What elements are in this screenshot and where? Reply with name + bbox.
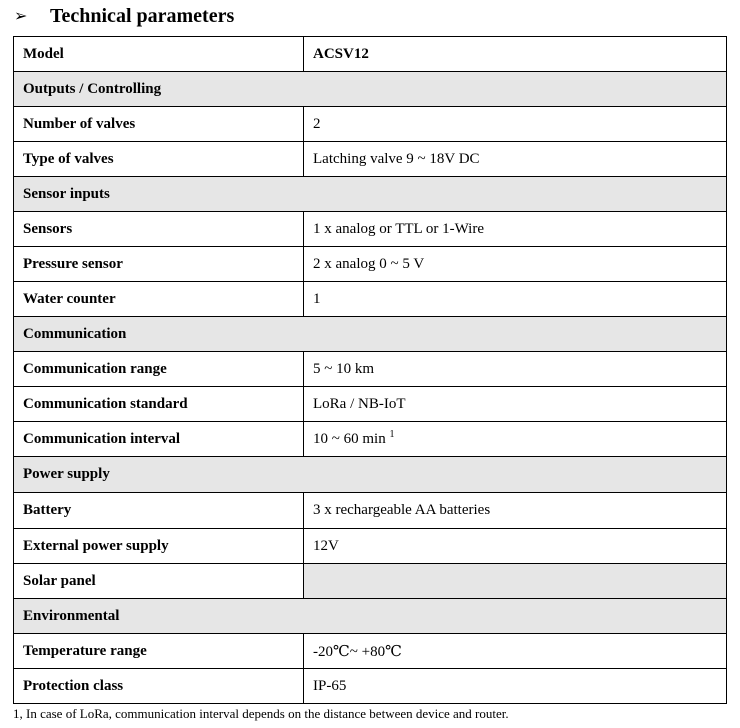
section-row-communication (14, 317, 727, 352)
table-row-type-of-valves (14, 142, 727, 177)
row-value: 2 (304, 107, 727, 142)
row-label: Communication range (14, 352, 304, 387)
row-value: 12V (304, 529, 727, 564)
row-value: IP-65 (304, 669, 727, 704)
row-value (304, 564, 727, 599)
table-row-external-power-supply (14, 529, 727, 564)
table-row-model (14, 37, 727, 72)
section-row-outputs (14, 72, 727, 107)
row-value: Latching valve 9 ~ 18V DC (304, 142, 727, 177)
section-title: Technical parameters (50, 4, 235, 27)
row-label: Sensors (14, 212, 304, 247)
technical-parameters-table (13, 36, 727, 704)
row-label: Number of valves (14, 107, 304, 142)
section-label: Sensor inputs (14, 177, 727, 212)
arrow-bullet-icon: ➢ (14, 8, 28, 25)
row-value: 2 x analog 0 ~ 5 V (304, 247, 727, 282)
row-value: ACSV12 (304, 37, 727, 72)
table-row-communication-standard (14, 387, 727, 422)
row-label: Solar panel (14, 564, 304, 599)
footnote-marker: 1 (389, 428, 395, 440)
table-row-solar-panel (14, 564, 727, 599)
section-label: Communication (14, 317, 727, 352)
table-row-sensors (14, 212, 727, 247)
section-row-power-supply (14, 457, 727, 493)
row-value (304, 422, 727, 457)
row-value: 1 (304, 282, 727, 317)
section-row-sensor-inputs (14, 177, 727, 212)
footnote: 1, In case of LoRa, communication interval depends on the distance between device and router. (13, 706, 509, 721)
row-value: 1 x analog or TTL or 1-Wire (304, 212, 727, 247)
row-label: Temperature range (14, 634, 304, 669)
section-row-environmental (14, 599, 727, 634)
row-value: 5 ~ 10 km (304, 352, 727, 387)
section-label: Outputs / Controlling (14, 72, 727, 107)
row-value: -20℃~ +80℃ (304, 634, 727, 669)
row-label: Communication interval (14, 422, 304, 457)
row-value: 3 x rechargeable AA batteries (304, 493, 727, 529)
table-row-protection-class (14, 669, 727, 704)
row-label: Battery (14, 493, 304, 529)
section-heading (14, 2, 234, 30)
row-label: Pressure sensor (14, 247, 304, 282)
row-label: Protection class (14, 669, 304, 704)
row-value: LoRa / NB-IoT (304, 387, 727, 422)
row-label: Type of valves (14, 142, 304, 177)
row-label: External power supply (14, 529, 304, 564)
table-row-communication-range (14, 352, 727, 387)
section-label: Environmental (14, 599, 727, 634)
table-row-communication-interval (14, 422, 727, 457)
table-row-pressure-sensor (14, 247, 727, 282)
table-row-number-of-valves (14, 107, 727, 142)
table-row-temperature-range (14, 634, 727, 669)
row-label: Water counter (14, 282, 304, 317)
table-row-water-counter (14, 282, 727, 317)
row-label: Communication standard (14, 387, 304, 422)
table-row-battery (14, 493, 727, 529)
value-text: 10 ~ 60 min (313, 430, 386, 447)
section-label: Power supply (14, 457, 727, 493)
row-label: Model (14, 37, 304, 72)
